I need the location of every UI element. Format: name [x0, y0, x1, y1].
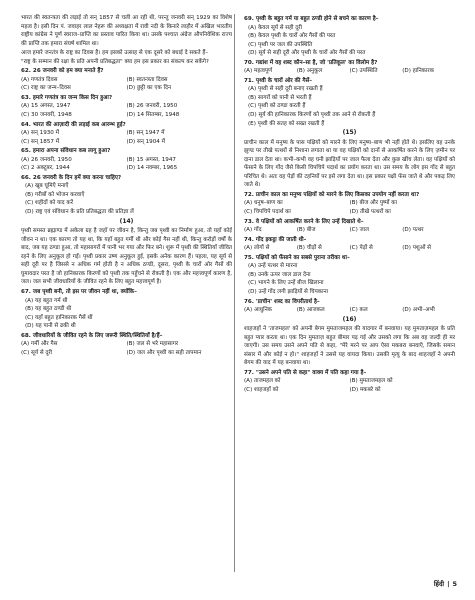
- answer-option: (D) राष्ट्र एवं संविधान के प्रति प्रतिबद्धता की प्रतिज्ञा लें: [25, 209, 134, 216]
- question-number: 72.: [244, 191, 254, 198]
- answer-option: (A) यह बहुत गर्म थी: [25, 297, 68, 304]
- answer-option: (D) उन्हें गोंद लगी झाड़ियों से चिपकाना: [248, 288, 329, 295]
- option-row: [21, 156, 232, 165]
- answer-option: (C) शहीदों को याद करें: [25, 200, 74, 207]
- answer-option: (C) पृथ्वी पर जल की उपस्थिति: [248, 41, 313, 48]
- answer-option: (D) मकबरे को: [349, 386, 381, 393]
- question-stem: [21, 174, 232, 183]
- option-row: [21, 102, 232, 111]
- option-row: [244, 306, 455, 315]
- passage-number: (16): [342, 315, 357, 323]
- question-number: 70.: [244, 59, 254, 66]
- question-text: पृथ्वी के चारों ओर की गैसें–: [255, 77, 313, 84]
- question-number: 67.: [21, 288, 31, 295]
- question-text: हमारा अपना संविधान कब लागू हुआ?: [32, 148, 111, 155]
- answer-option: (A) पृथ्वी से सही दूरी बनाए रखती हैं: [248, 86, 323, 93]
- answer-option: (A) 26 जनवरी, 1950: [21, 156, 72, 163]
- question-stem: [21, 94, 232, 103]
- answer-option: (D) सन् 1904 में: [126, 138, 165, 145]
- answer-option: (B) यह बहुत ठण्डी थी: [25, 306, 72, 313]
- answer-option: (C) 2 अक्टूबर, 1944: [21, 165, 70, 172]
- answer-option: (A) धनुष–बाण का: [244, 200, 283, 207]
- answer-option: (D) अभी–अभी: [402, 307, 435, 314]
- answer-option: (D) सूर्य से सही दूरी और पृथ्वी के चारों ओर गैसों की परत: [248, 50, 366, 57]
- question-stem: [21, 67, 232, 76]
- question-number: 73.: [244, 218, 254, 225]
- answer-option: (B) चीड़ों से: [296, 245, 322, 252]
- answer-option: (B) उनके ऊपर जाल डाल देना: [248, 271, 311, 278]
- question-text: वे पक्षियों को आकर्षित करने के लिए उन्हें दिखाते थे–: [255, 218, 364, 225]
- answer-option: (D) हानिकारक: [402, 68, 435, 75]
- answer-option: (C) उपस्थिति: [349, 68, 378, 75]
- answer-option: (C) यहाँ बहुत हानिकारक गैसें थीं: [25, 314, 93, 321]
- answer-option: (A) लोगों से: [244, 245, 270, 252]
- answer-option: (D) 14 नवम्बर, 1965: [126, 165, 178, 172]
- question-number: 62.: [21, 68, 31, 75]
- question-stem: [21, 147, 232, 156]
- option-row: [21, 76, 232, 85]
- passage-number: (14): [119, 217, 134, 225]
- answer-option: (B) केवल पृथ्वी के चारों ओर गैसों की परत: [248, 33, 336, 40]
- answer-option: (D) तीखे पत्थरों का: [349, 209, 391, 216]
- passage-14-text: पृथ्वी समस्त ब्रह्माण्ड में अकेला ग्रह है जहाँ पर जीवन है, किन्तु जब पृथ्वी का निर्माण हुआ, तो यहाँ कोई जीवन न था। एक कारण तो यह था, कि यहाँ बहुत गर्मी थी और कोई गैस नहीं थी, किन्तु करोड़ों वर्षों के बाद, जब यह ठण्डा हुआ, तो महासागरों में पानी भर गया और फिर बने। शुरू में पृथ्वी की स्थितियाँ जीवित रहने के लिए अनुकूल हो गईं। पृथ्वी प्रकार उष्ण अनुकूल हुई, इसके अनेक कारण हैं। पहला, यह सूर्य से सही दूरी पर है जिससे न अधिक गर्म होती है न अधिक ठण्डी, दूसरा, पृथ्वी के चारों ओर गैसों की घुमावदार परत है जो हानिकारक किरणों को पृथ्वी तक पहुँचने से रोकती है। एक और महत्त्वपूर्ण कारण है, जल। जल सभी जीवधारियों के जीवित रहने के लिए बहुत महत्त्वपूर्ण है।: [21, 228, 232, 286]
- intro-paragraph: भारत की स्वतन्त्रता की लड़ाई तो सन् 1857 से चली आ रही थी, परन्तु जनवरी सन् 1929 का विशेष महत्व है। इसी दिन पं. जवाहर लाल नेहरू की अध्यक्षता में रावी नदी के किनारे लाहौर में अखिल भारतीय राष्ट्रीय कांग्रेस ने पूर्ण स्वराज–प्राप्ति का प्रस्ताव पारित किया था। उसके पश्चात अंग्रेज औपनिवेशिक राज्य की प्राप्ति तक हमारा संघर्ष शामिल था।: [21, 15, 232, 47]
- question-number: 74.: [244, 236, 254, 243]
- answer-option: (C) सूर्य से दूरी: [21, 349, 53, 356]
- answer-option: (A) गणतंत्र दिवस: [21, 76, 58, 83]
- answer-option: (D) 14 सितम्बर, 1948: [126, 112, 180, 119]
- answer-option: (C) सन् 1857 में: [21, 138, 60, 145]
- answer-option: (A) गोंद: [244, 227, 262, 234]
- question-number: 71.: [244, 77, 254, 84]
- question-text: भारत की आज़ादी की लड़ाई कब आरम्भ हुई?: [32, 121, 126, 128]
- answer-option: (B) जल से भरे महासागर: [126, 341, 179, 348]
- question-text: प्राचीन काल का मनुष्य पक्षियों को मारने के लिए किसका उपयोग नहीं करता था?: [255, 191, 420, 198]
- passage-number: (15): [342, 129, 357, 137]
- answer-option: (E) पृथ्वी की सतह को सख्त रखती हैं: [248, 120, 325, 127]
- answer-option: (B) बीज: [296, 227, 316, 234]
- answer-option: (A) 15 अगस्त, 1947: [21, 103, 71, 110]
- column-divider: [234, 14, 235, 572]
- question-stem: [244, 15, 455, 24]
- answer-option: (A) महत्वपूर्ण: [244, 68, 273, 75]
- page-footer: [434, 579, 457, 588]
- answer-option: (B) स्वतन्त्रता दिवस: [126, 76, 168, 83]
- question-text: जब पृथ्वी बनी, तो इस पर जीवन नहीं था, क्योंकि–: [32, 288, 137, 295]
- option-row: [244, 199, 455, 208]
- answer-option: (B) गरीबों को भोजन करवाएँ: [25, 191, 85, 198]
- answer-option: (D) यह पानी से ढकी थी: [25, 323, 76, 330]
- question-number: 75.: [244, 254, 254, 261]
- question-stem: [244, 59, 455, 68]
- question-text: 'प्राचीन' शब्द का विपरीतार्थ है–: [255, 298, 320, 305]
- question-number: 76.: [244, 298, 254, 305]
- question-number: 63.: [21, 94, 31, 101]
- answer-option: (C) जाल: [349, 227, 369, 234]
- question-text: 26 जनवरी के दिन हमें क्या करना चाहिए?: [32, 174, 122, 181]
- question-text: "उसने अपने पति से कहा" वाक्य में पति कहा गया है–: [255, 369, 367, 376]
- answer-option: (A) आधुनिक: [244, 307, 272, 314]
- question-stem: [244, 77, 455, 86]
- passage-15-text: प्राचीन काल में मनुष्य के पास पक्षियों को मारने के लिए मनुष्य–बाण भी नहीं होते थे। इसलिए वह उनके झुण्ड पर तीखे पत्थरों से निशाना लगाता था या वह पक्षियों को दानों से आकर्षित करने के लिए ज़मीन पर दाना डाल देता था। कभी–कभी वह घनी झाड़ियों पर जाल फैला देता और कुछ खींच लेता। वह पक्षियों को फँसाने के लिए गोंद जैसे किसी चिपचिपे पदार्थ का प्रयोग करता था। उस समय के लोग इस गोंद से बहुत परिचित थे। अतः वह पेड़ों की टहनियों पर इसे लगा देता था। इस प्रकार पक्षी फँस जाते थे और पकड़ लिए जाते थे।: [244, 139, 455, 189]
- answer-option: (B) मुमताजमहल को: [349, 378, 393, 385]
- option-row: [244, 67, 455, 76]
- question-text: गद्यांश में वह शब्द कौन–सा है, जो 'प्रतिकूल' का विलोम है?: [255, 59, 378, 66]
- question-stem: [244, 218, 455, 227]
- question-text: हमारे गणतंत्र का जन्म किस दिन हुआ?: [32, 94, 113, 101]
- answer-option: (C) शाहजहाँ को: [244, 386, 279, 393]
- question-number: 68.: [21, 332, 31, 339]
- intro-paragraph: आज हमारे जनतंत्र के राष्ट्र का दिवस है। हम इसको उत्साह से एक दूसरे को बधाई दे सकते हैं–: [21, 49, 209, 56]
- footer-subject: हिंदी: [433, 580, 445, 588]
- question-text: 26 जनवरी को हम क्या मनाते हैं?: [32, 68, 104, 75]
- question-stem: [21, 332, 232, 341]
- left-column: [21, 14, 232, 357]
- right-column: [244, 14, 455, 395]
- question-text: जीवधारियों के जीवित रहने के लिए जरूरी स्थिति/स्थितियाँ है/हैं–: [32, 332, 163, 339]
- answer-option: (B) सन् 1947 में: [126, 130, 165, 137]
- question-stem: [244, 369, 455, 378]
- answer-option: (A) उन्हें पत्थर से मारना: [248, 263, 298, 270]
- answer-option: (B) 26 जनवरी, 1950: [126, 103, 178, 110]
- question-stem: [244, 298, 455, 307]
- passage-16-text: शाहजहाँ ने 'ताजमहल' को अपनी बेगम मुमताजमहल की यादगार में बनवाया। यह मुमताज़महल के प्रति बहुत प्यार करता था। एक दिन मुमताज़ बहुत बीमार पड़ गई और उसको लगा कि अब वह जल्दी ही मर जाएगी। उस समय उसने अपने पति से कहा, "मेरे मरने पर आप ऐसा मकबरा बनवाएँ, जिसके समान संसार में और कोई न हो।" शाहजहाँ ने उससे यह वायदा किया। उसकी मृत्यु के बाद शाहजहाँ ने अपनी बेगम की याद में यह बनवाया था।: [244, 326, 455, 367]
- footer-page-number: 5: [452, 580, 457, 588]
- question-text: पृथ्वी के बहुत गर्म या बहुत ठण्डी होने से बचने का कारण है–: [255, 16, 379, 22]
- question-number: 66.: [21, 174, 31, 181]
- answer-option: (D) सूर्य की हानिकारक किरणों को पृथ्वी तक आने से रोकती हैं: [248, 112, 376, 119]
- option-row: [21, 340, 232, 349]
- answer-option: (A) खूब घूमिएँ मनाएँ: [25, 183, 69, 190]
- option-row: [21, 164, 232, 173]
- answer-option: (C) भागने के लिए उन्हें बीज खिलाना: [248, 280, 324, 287]
- answer-option: (D) छुट्टी का एक दिन: [126, 85, 172, 92]
- option-row: [21, 129, 232, 138]
- option-row: [21, 111, 232, 120]
- answer-option: (D) पत्थर: [402, 227, 424, 234]
- intro-paragraph: "राष्ट्र के सम्मान की रक्षा के प्रति अपनी प्रतिबद्धता" क्या हम इस प्रकार का संकल्प कर सकेंगे?: [21, 58, 209, 65]
- answer-option: (C) पृथ्वी को ठण्डा करती हैं: [248, 103, 306, 110]
- option-row: [244, 386, 455, 395]
- answer-option: (A) गर्मी और गैस: [21, 341, 58, 348]
- option-row: [21, 138, 232, 147]
- answer-option: (C) पेड़ों से: [349, 245, 373, 252]
- question-text: गोंद इकट्ठा की जाती थी–: [255, 236, 307, 243]
- question-number: 77.: [244, 369, 254, 376]
- option-row: [244, 377, 455, 386]
- question-stem: [244, 254, 455, 263]
- question-number: 69.: [244, 16, 254, 22]
- answer-option: (A) सन् 1930 में: [21, 130, 59, 137]
- question-number: 64.: [21, 121, 31, 128]
- question-stem: [21, 121, 232, 130]
- answer-option: (B) अनुकूल: [296, 68, 323, 75]
- answer-option: (C) 30 जनवरी, 1948: [21, 112, 72, 119]
- option-row: [244, 226, 455, 235]
- question-text: पक्षियों को फँसाने का सबसे पुराना तरीका था–: [255, 254, 350, 261]
- option-row: [21, 349, 232, 358]
- answer-option: (C) चिपचिपे पदार्थ का: [244, 209, 291, 216]
- answer-option: (C) राष्ट्र का जन्म–दिवस: [21, 85, 71, 92]
- answer-option: (B) आजकल: [296, 307, 325, 314]
- footer-separator: |: [447, 580, 450, 588]
- answer-option: (D) पशुओं से: [402, 245, 431, 252]
- answer-option: (B) सागरों को पानी से भरती हैं: [248, 94, 312, 101]
- question-stem: [244, 191, 455, 200]
- question-number: 65.: [21, 148, 31, 155]
- option-row: [244, 208, 455, 217]
- answer-option: (B) बीज और पुष्पों का: [349, 200, 397, 207]
- option-row: [21, 84, 232, 93]
- answer-option: (C) कल: [349, 307, 368, 314]
- answer-option: (D) जल और पृथ्वी का सही तापमान: [126, 349, 202, 356]
- option-row: [244, 244, 455, 253]
- question-stem: [244, 236, 455, 245]
- answer-option: (A) केवल सूर्य से सही दूरी: [248, 24, 302, 31]
- answer-option: (B) 15 अगस्त, 1947: [126, 156, 176, 163]
- answer-option: (A) ताजमहल को: [244, 378, 281, 385]
- question-stem: [21, 288, 232, 297]
